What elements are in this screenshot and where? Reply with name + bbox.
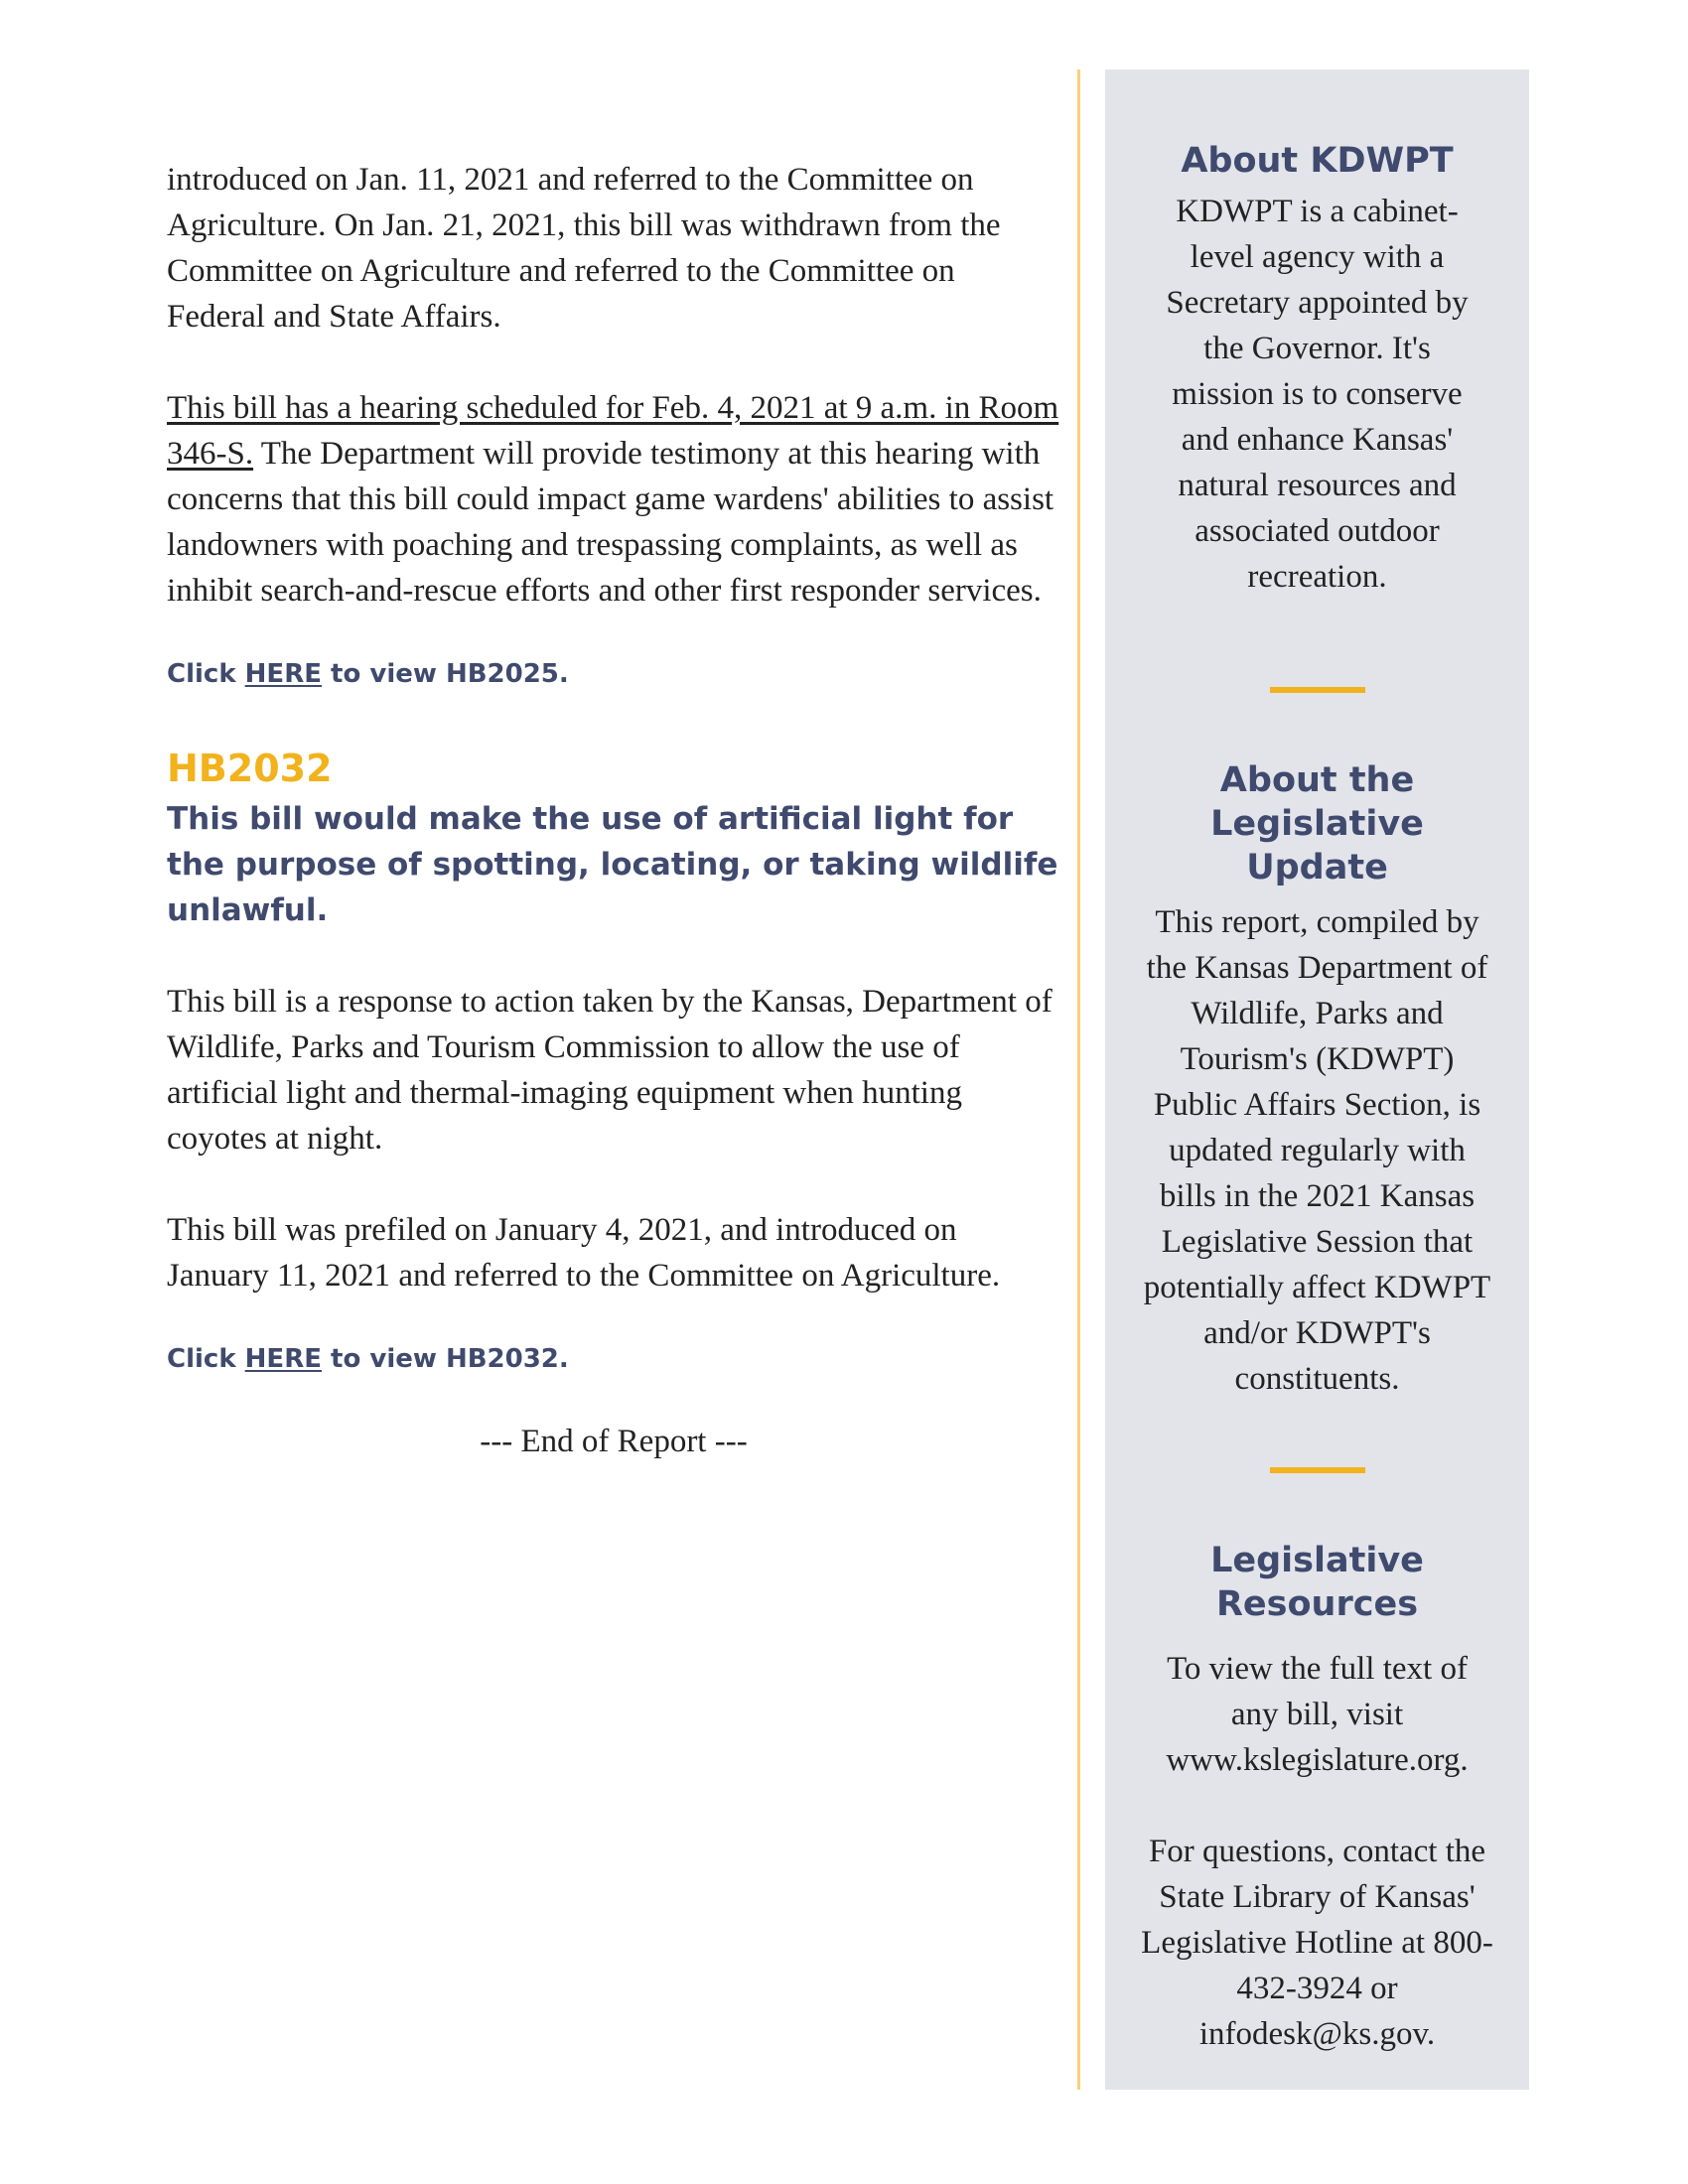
hearing-paragraph xyxy=(167,385,1060,614)
about-kdwpt-text: KDWPT is a cabinet-level agency with a Secretary appointed by the Governor. It's mission is to conserve and enhance Kansas' natural resources and associated outdoor recreation. xyxy=(1166,194,1469,595)
about-kdwpt-title: About KDWPT xyxy=(1181,141,1454,181)
hb2032-title: HB2032 xyxy=(167,747,333,790)
end-of-report: --- End of Report --- xyxy=(480,1424,748,1459)
hb2032-view-line xyxy=(167,1344,1060,1374)
legislative-update-title: About the Legislative Update xyxy=(1210,760,1424,887)
hb2032-click-suffix: to view HB2032. xyxy=(321,1344,569,1374)
legislative-resources-title: Legislative Resources xyxy=(1210,1541,1424,1624)
resources-text-1: To view the full text of any bill, visit www.kslegislature.org. xyxy=(1166,1651,1469,1778)
hb2032-paragraph-2: This bill was prefiled on January 4, 2021, and introduced on January 11, 2021 and referred to the Committee on Agriculture. xyxy=(167,1212,1001,1294)
hb2032-paragraph-1: This bill is a response to action taken by the Kansas, Department of Wildlife, Parks and Tourism Commission to allow the use of artificial light and thermal-imaging equipment when hunting coyotes at night. xyxy=(167,984,1053,1157)
sidebar xyxy=(1105,69,1529,2090)
hearing-schedule-text: This bill has a hearing scheduled for Feb. 4, 2021 at 9 a.m. in Room 346-S. xyxy=(167,390,1059,472)
hb2025-view-line xyxy=(167,659,1060,689)
hb2032-click-prefix: Click xyxy=(167,1344,245,1374)
main-column xyxy=(167,157,1060,1460)
hb2025-click-prefix: Click xyxy=(167,659,245,689)
legislative-update-text: This report, compiled by the Kansas Department of Wildlife, Parks and Tourism's (KDWPT) Public Affairs Section, is updated regularly with bills in the 2021 Kansas Legislative Session that potentially affect KDWPT and/or KDWPT's constituents. xyxy=(1143,904,1491,1397)
hearing-details-text: The Department will provide testimony at this hearing with concerns that this bill could impact game wardens' abilities to assist landowners with poaching and trespassing complaints, as well as inhibit search-and-rescue efforts and other first responder services. xyxy=(167,436,1055,609)
resources-text-2: For questions, contact the State Library of Kansas' Legislative Hotline at 800-432-3924 or infodesk@ks.gov. xyxy=(1141,1834,1493,2052)
column-divider xyxy=(1077,69,1080,2090)
intro-paragraph: introduced on Jan. 11, 2021 and referred to the Committee on Agriculture. On Jan. 21, 2021, this bill was withdrawn from the Committee on Agriculture and referred to the Committee on Federal and State Affairs. xyxy=(167,162,1001,335)
hb2032-here-link[interactable]: HERE xyxy=(244,1344,322,1374)
hb2025-here-link[interactable]: HERE xyxy=(244,659,322,689)
hb2032-subtitle: This bill would make the use of artificial light for the purpose of spotting, locating, or taking wildlife unlawful. xyxy=(167,801,1058,928)
hb2025-click-suffix: to view HB2025. xyxy=(321,659,569,689)
